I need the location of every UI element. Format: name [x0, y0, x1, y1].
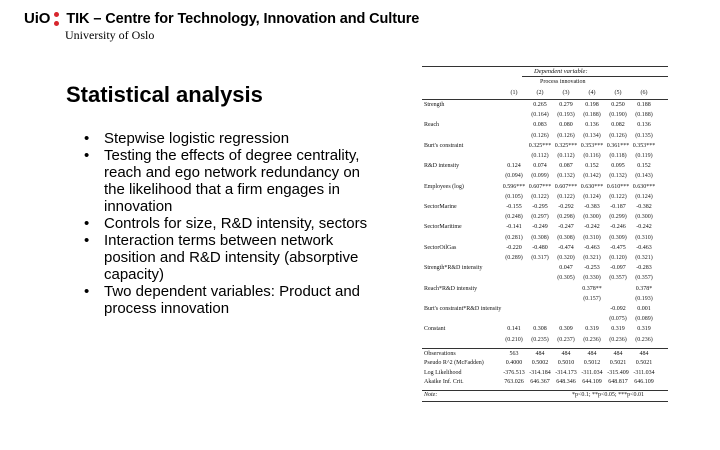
table-cell: (0.248)	[505, 214, 523, 221]
table-cell: (0.310)	[583, 234, 601, 241]
table-cell: (0.118)	[609, 153, 627, 159]
table-cell: 0.319	[585, 326, 599, 333]
table-row	[422, 296, 668, 304]
table-cell: (0.236)	[635, 336, 653, 343]
table-rule-dep	[522, 76, 668, 77]
table-row	[422, 153, 668, 161]
table-cell: (0.190)	[609, 112, 627, 119]
table-cell: -0.292	[558, 204, 574, 210]
table-cell: 484	[639, 350, 649, 357]
table-cell: -0.246	[610, 224, 626, 231]
table-cell: -0.242	[636, 224, 652, 231]
table-cell: (0.298)	[557, 214, 575, 221]
table-cell: (0.299)	[609, 214, 627, 221]
table-cell: (0.308)	[557, 234, 575, 241]
table-cell: (0.075)	[609, 316, 627, 323]
table-cell: -0.463	[584, 244, 600, 251]
table-cell: -0.283	[636, 265, 652, 272]
table-cell: (0.193)	[635, 295, 653, 302]
table-cell: (0.289)	[505, 255, 523, 261]
table-row	[422, 265, 668, 273]
column-header: (3)	[562, 90, 570, 96]
table-cell: (0.143)	[635, 173, 653, 180]
table-cell: 646.367	[530, 379, 550, 386]
table-cell: (0.310)	[635, 234, 653, 241]
row-label: Burt's constraint	[424, 142, 464, 149]
table-cell: -0.295	[532, 204, 548, 210]
table-cell: 0.378**	[582, 285, 602, 292]
table-cell: -0.141	[506, 224, 522, 231]
table-cell: -0.253	[584, 265, 600, 272]
table-cell: 0.308	[533, 326, 547, 333]
table-rule-header	[422, 99, 668, 100]
table-row	[422, 204, 668, 212]
table-cell: (0.112)	[531, 153, 549, 159]
row-label: Strength*R&D intensity	[424, 265, 483, 272]
table-cell: 0.5012	[583, 360, 601, 367]
dependent-variable-name: Process innovation	[540, 79, 586, 85]
table-cell: 0.319	[637, 326, 651, 333]
table-cell: -315.409	[607, 369, 629, 376]
table-cell: -0.097	[610, 265, 626, 272]
table-cell: 0.083	[533, 122, 547, 129]
table-cell: 0.607***	[554, 183, 578, 190]
table-cell: 0.188	[637, 102, 651, 108]
column-header: (1)	[510, 90, 518, 96]
table-cell: (0.089)	[635, 316, 653, 323]
table-row	[422, 112, 668, 120]
table-cell: 0.353***	[632, 142, 656, 149]
bullet-item: • Testing the effects of degree centrality, reach and ego network redundancy on the likelihood that a firm engages in innovation	[84, 147, 384, 215]
table-row	[422, 143, 668, 151]
table-cell: -0.187	[610, 204, 626, 210]
table-row	[422, 102, 668, 110]
table-cell: (0.132)	[609, 173, 627, 180]
table-cell: -311.034	[581, 369, 603, 376]
table-cell: -0.155	[506, 204, 522, 210]
table-rule-bottom	[422, 390, 668, 391]
table-row	[422, 235, 668, 243]
table-cell: 0.630***	[632, 183, 656, 190]
table-cell: (0.094)	[505, 173, 523, 180]
table-cell: -0.480	[532, 244, 548, 251]
table-rule-end	[422, 401, 668, 402]
row-label: Log Likelihood	[424, 369, 462, 376]
table-row	[422, 214, 668, 222]
table-cell: (0.119)	[635, 153, 653, 159]
table-cell: 646.109	[634, 379, 654, 386]
bullet-item: • Two dependent variables: Product and process innovation	[84, 283, 384, 317]
row-label: SectorMaritime	[424, 224, 462, 231]
table-cell: -0.247	[558, 224, 574, 231]
table-cell: (0.210)	[505, 336, 523, 343]
table-row	[422, 337, 668, 345]
table-cell: -0.092	[610, 306, 626, 312]
table-cell: -314.173	[555, 369, 577, 376]
table-cell: 0.279	[559, 102, 573, 108]
bullet-item: • Stepwise logistic regression	[84, 130, 384, 147]
table-cell: 0.5010	[557, 360, 575, 367]
row-label: Pseudo R^2 (McFadden)	[424, 360, 484, 367]
table-cell: (0.134)	[583, 132, 601, 139]
table-cell: (0.122)	[557, 193, 575, 200]
table-cell: (0.122)	[531, 193, 549, 200]
table-cell: 0.095	[611, 163, 625, 170]
table-cell: 0.080	[559, 122, 573, 129]
table-cell: (0.105)	[505, 193, 523, 200]
table-cell: 0.198	[585, 102, 599, 108]
table-cell: 0.607***	[528, 183, 552, 190]
table-cell: (0.132)	[557, 173, 575, 180]
table-cell: -0.242	[584, 224, 600, 231]
table-cell: 563	[509, 350, 519, 357]
table-cell: (0.124)	[583, 193, 601, 200]
table-cell: 0.136	[585, 122, 599, 129]
table-cell: (0.116)	[583, 153, 601, 159]
table-row	[422, 286, 668, 294]
row-label: Constant	[424, 326, 446, 333]
table-row	[422, 306, 668, 314]
table-cell: -311.034	[633, 369, 655, 376]
table-cell: 0.630***	[580, 183, 604, 190]
table-cell: (0.357)	[609, 275, 627, 282]
table-cell: 484	[535, 350, 545, 357]
table-cell: 0.141	[507, 326, 521, 333]
table-cell: (0.237)	[557, 336, 575, 343]
table-cell: (0.308)	[531, 234, 549, 241]
table-cell: -0.249	[532, 224, 548, 231]
table-row	[422, 316, 668, 324]
row-label: Reach*R&D intensity	[424, 285, 478, 292]
table-rule-stats	[422, 348, 668, 349]
table-note-label: Note:	[424, 391, 438, 398]
table-cell: 0.152	[585, 163, 599, 170]
table-cell: (0.164)	[531, 112, 549, 119]
table-note-text: *p<0.1; **p<0.05; ***p<0.01	[572, 391, 644, 398]
row-label: R&D intensity	[424, 163, 460, 170]
column-headers	[422, 90, 668, 98]
table-cell: (0.122)	[609, 193, 627, 200]
column-header: (2)	[536, 90, 544, 96]
table-cell: 0.152	[637, 163, 651, 170]
table-cell: 0.353***	[580, 142, 604, 149]
table-cell: 0.5021	[609, 360, 627, 367]
table-cell: (0.126)	[531, 132, 549, 139]
column-header: (4)	[588, 90, 596, 96]
table-cell: 0.265	[533, 102, 547, 108]
table-cell: 0.136	[637, 122, 651, 129]
table-cell: (0.235)	[531, 336, 549, 343]
table-cell: 0.5002	[531, 360, 549, 367]
table-cell: 484	[613, 350, 623, 357]
dependent-variable-label: Dependent variable:	[534, 68, 588, 75]
table-rule-top	[422, 66, 668, 67]
row-label: Akaike Inf. Crit.	[424, 379, 464, 386]
table-cell: 0.378*	[635, 285, 653, 292]
table-cell: (0.193)	[557, 112, 575, 119]
table-cell: (0.320)	[557, 255, 575, 261]
table-cell: (0.300)	[583, 214, 601, 221]
table-cell: (0.126)	[609, 132, 627, 139]
bullet-item: • Interaction terms between network position and R&D intensity (absorptive capacity)	[84, 232, 384, 283]
row-label: SectorMarine	[424, 204, 457, 210]
table-cell: 0.309	[559, 326, 573, 333]
table-cell: 484	[561, 350, 571, 357]
table-row	[422, 326, 668, 334]
bullet-list	[84, 130, 384, 317]
table-cell: (0.297)	[531, 214, 549, 221]
regression-table	[422, 66, 672, 402]
table-cell: 0.047	[559, 265, 573, 272]
table-row	[422, 133, 668, 141]
table-cell: 0.325***	[554, 142, 578, 149]
table-cell: -0.383	[584, 204, 600, 210]
table-row	[422, 245, 668, 253]
table-cell: -376.513	[503, 369, 525, 376]
row-label: SectorOilGas	[424, 244, 457, 251]
slide-title: Statistical analysis	[66, 82, 263, 107]
table-cell: -0.220	[506, 244, 522, 251]
table-cell: (0.099)	[531, 173, 549, 180]
column-header: (6)	[640, 90, 648, 96]
table-cell: 0.082	[611, 122, 625, 129]
table-cell: (0.300)	[635, 214, 653, 221]
table-cell: 0.5021	[635, 360, 653, 367]
table-cell: -0.463	[636, 244, 652, 251]
column-header: (5)	[614, 90, 622, 96]
table-cell: 0.4000	[505, 360, 523, 367]
table-cell: 0.074	[533, 163, 547, 170]
uio-dots-icon	[52, 12, 62, 26]
table-cell: 0.325***	[528, 142, 552, 149]
table-cell: -0.474	[558, 244, 574, 251]
table-cell: 0.610***	[606, 183, 630, 190]
table-cell: (0.124)	[635, 193, 653, 200]
table-cell: (0.330)	[583, 275, 601, 282]
table-row	[422, 351, 668, 359]
table-row	[422, 255, 668, 263]
table-row	[422, 379, 668, 387]
table-cell: 644.109	[582, 379, 602, 386]
table-cell: (0.120)	[609, 255, 627, 261]
table-cell: (0.305)	[557, 275, 575, 282]
table-row	[422, 370, 668, 378]
table-cell: (0.135)	[635, 132, 653, 139]
table-row	[422, 173, 668, 181]
table-cell: -0.382	[636, 204, 652, 210]
table-cell: 0.596***	[502, 183, 526, 190]
table-cell: (0.236)	[583, 336, 601, 343]
table-cell: (0.309)	[609, 234, 627, 241]
table-cell: 0.250	[611, 102, 625, 108]
table-cell: (0.281)	[505, 234, 523, 241]
table-cell: 484	[587, 350, 597, 357]
table-cell: 0.124	[507, 163, 521, 170]
table-row	[422, 275, 668, 283]
uio-logo: UiO	[24, 10, 51, 27]
table-cell: (0.188)	[583, 112, 601, 119]
table-cell: -314.184	[529, 369, 551, 376]
table-cell: 763.026	[504, 379, 524, 386]
table-cell: 0.319	[611, 326, 625, 333]
table-row	[422, 360, 668, 368]
table-cell: (0.321)	[583, 255, 601, 261]
table-row	[422, 184, 668, 192]
table-cell: (0.321)	[635, 255, 653, 261]
table-row	[422, 224, 668, 232]
table-cell: -0.475	[610, 244, 626, 251]
row-label: Burt's constraint*R&D intensity	[424, 306, 502, 312]
table-cell: (0.236)	[609, 336, 627, 343]
table-cell: 0.087	[559, 163, 573, 170]
table-cell: (0.157)	[583, 295, 601, 302]
row-label: Strength	[424, 102, 445, 108]
table-row	[422, 163, 668, 171]
table-row	[422, 122, 668, 130]
row-label: Reach	[424, 122, 439, 129]
org-name: TIK – Centre for Technology, Innovation and Culture	[66, 10, 420, 27]
university-name: University of Oslo	[65, 28, 155, 42]
table-cell: 0.001	[637, 306, 651, 312]
table-cell: (0.112)	[557, 153, 575, 159]
table-cell: 0.361***	[606, 142, 630, 149]
row-label: Employees (log)	[424, 183, 464, 190]
table-cell: 648.817	[608, 379, 628, 386]
table-cell: 648.346	[556, 379, 576, 386]
table-cell: (0.126)	[557, 132, 575, 139]
table-cell: (0.357)	[635, 275, 653, 282]
header	[24, 10, 419, 43]
logo-line	[24, 10, 419, 27]
table-cell: (0.188)	[635, 112, 653, 119]
row-label: Observations	[424, 350, 456, 357]
table-row	[422, 194, 668, 202]
table-cell: (0.142)	[583, 173, 601, 180]
bullet-item: • Controls for size, R&D intensity, sectors	[84, 215, 384, 232]
table-cell: (0.317)	[531, 255, 549, 261]
